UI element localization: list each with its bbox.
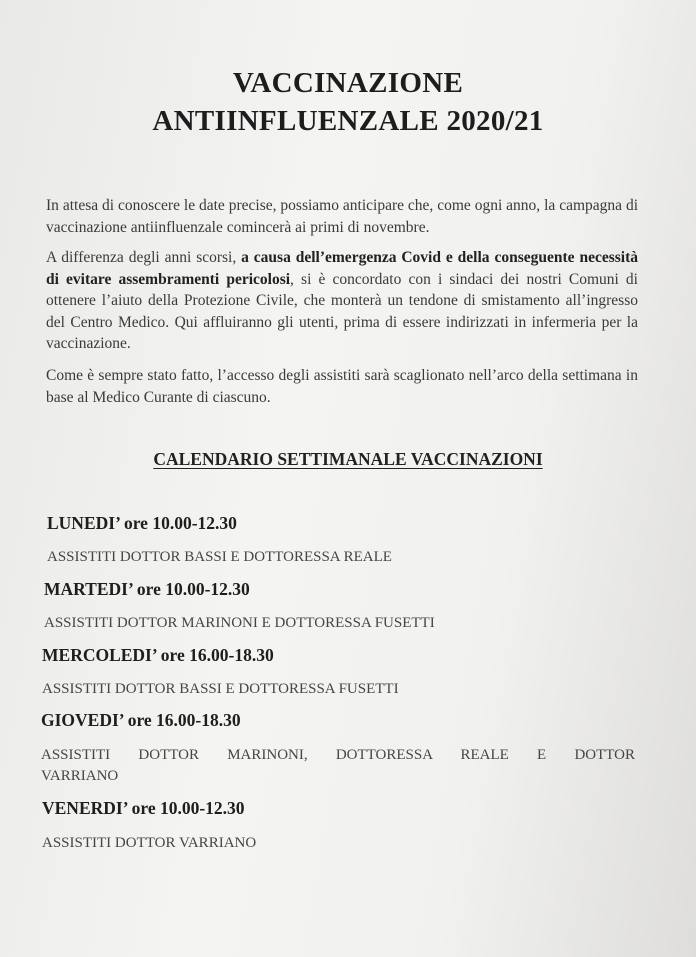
- schedule-assisted-friday: ASSISTITI DOTTOR VARRIANO: [42, 835, 257, 851]
- covid-paragraph: [46, 247, 638, 355]
- schedule-day-monday: [47, 513, 647, 534]
- assisted-line-1: ASSISTITI DOTTOR MARINONI, DOTTORESSA REALE E DOTTOR: [41, 747, 635, 763]
- day-name: VENERDI’: [42, 798, 128, 818]
- schedule-assisted-thursday: [41, 745, 635, 787]
- day-hours: ore 16.00-18.30: [160, 645, 274, 665]
- covid-paragraph-start: A differenza degli anni scorsi,: [46, 249, 242, 266]
- day-name: MARTEDI’: [44, 579, 133, 599]
- title-line-1: VACCINAZIONE: [232, 67, 464, 99]
- covid-paragraph-bold: a causa dell’emergenza Covid e della conseguente necessità di evitare assembramenti pericolosi: [46, 249, 638, 288]
- calendar-heading-text: CALENDARIO SETTIMANALE VACCINAZIONI: [153, 449, 543, 469]
- schedule-assisted-wednesday: ASSISTITI DOTTOR BASSI E DOTTORESSA FUSETTI: [42, 681, 399, 697]
- calendar-heading: [0, 449, 696, 470]
- day-name: MERCOLEDI’: [42, 645, 157, 665]
- schedule-assisted-monday: ASSISTITI DOTTOR BASSI E DOTTORESSA REALE: [47, 549, 392, 565]
- intro-paragraph: In attesa di conoscere le date precise, possiamo anticipare che, come ogni anno, la campagna di vaccinazione antiinfluenzale comincerà ai primi di novembre.: [46, 197, 638, 236]
- schedule-day-thursday: [41, 710, 641, 731]
- day-name: LUNEDI’: [47, 513, 120, 533]
- title-line-2: ANTIINFLUENZALE 2020/21: [152, 105, 544, 137]
- day-hours: ore 10.00-12.30: [136, 579, 250, 599]
- document-title: [0, 64, 696, 140]
- covid-paragraph-end: , si è concordato con i sindaci dei nostri Comuni di ottenere l’aiuto della Protezione Civile, che monterà un tendone di smistamento all’ingresso del Centro Medico. Qui affluiranno gli utenti, prima di essere indirizzati in infermeria per la vaccinazione.: [46, 270, 638, 352]
- schedule-assisted-tuesday: ASSISTITI DOTTOR MARINONI E DOTTORESSA FUSETTI: [44, 615, 435, 631]
- day-hours: ore 10.00-12.30: [123, 513, 237, 533]
- day-hours: ore 16.00-18.30: [127, 710, 241, 730]
- schedule-day-friday: [42, 798, 642, 819]
- assisted-line-2: VARRIANO: [41, 768, 119, 784]
- schedule-day-wednesday: [42, 645, 642, 666]
- schedule-day-tuesday: [44, 579, 644, 600]
- day-name: GIOVEDI’: [41, 710, 124, 730]
- access-paragraph: Come è sempre stato fatto, l’accesso degli assistiti sarà scaglionato nell’arco della settimana in base al Medico Curante di ciascuno.: [46, 367, 638, 406]
- day-hours: ore 10.00-12.30: [131, 798, 245, 818]
